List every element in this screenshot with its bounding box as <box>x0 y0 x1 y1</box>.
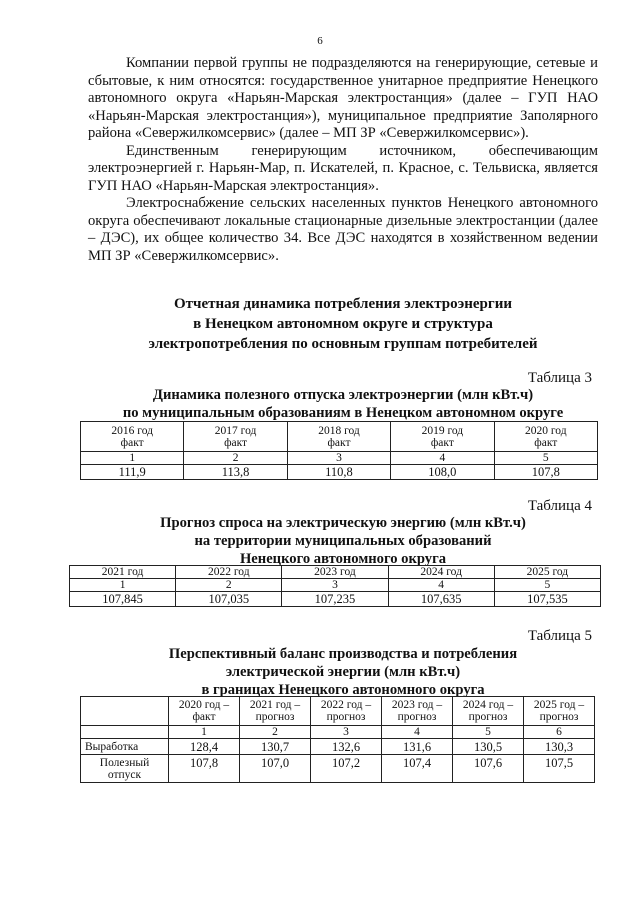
table3-label: Таблица 3 <box>527 370 592 386</box>
table3-header: 2018 год факт <box>287 422 390 452</box>
table5-col-number: 6 <box>524 726 595 739</box>
table3-value: 108,0 <box>391 465 494 480</box>
table4-value: 107,635 <box>388 592 494 607</box>
paragraph: Компании первой группы не подразделяются на генерирующие, сетевые и сбытовые, к ним относятся: государственное унитарное предприятие Ненецкого автономного округа «Нарьян-Марская электростанция» (далее – ГУП НАО «Нарьян-Марская электростанция»), муниципальное предприятие Заполярного района «Севержилкомсервис» (далее – МП ЗР «Севержилкомсервис»). <box>88 55 598 141</box>
table3-value: 113,8 <box>184 465 287 480</box>
table3-col-number: 3 <box>287 452 390 465</box>
table-row <box>81 755 595 783</box>
section-title-line: электропотребления по основным группам потребителей <box>148 336 538 352</box>
table3-header: 2019 год факт <box>391 422 494 452</box>
table5-col-number: 2 <box>240 726 311 739</box>
table5-title-line: электрической энергии (млн кВт.ч) <box>225 664 461 680</box>
table5-value: 107,8 <box>169 755 240 783</box>
table5-value: 130,3 <box>524 739 595 755</box>
table5-label: Таблица 5 <box>527 628 592 644</box>
table3-col-number: 1 <box>81 452 184 465</box>
table4-value: 107,035 <box>176 592 282 607</box>
table4-col-number: 2 <box>176 579 282 592</box>
table3-header: 2017 год факт <box>184 422 287 452</box>
page-number: 6 <box>317 35 323 47</box>
table3-col-number: 4 <box>391 452 494 465</box>
table5-header: 2021 год – прогноз <box>240 697 311 726</box>
table5-col-number: 3 <box>311 726 382 739</box>
table5-header: 2024 год – прогноз <box>453 697 524 726</box>
table5-row-label: Выработка <box>81 739 169 755</box>
table5-header: 2022 год – прогноз <box>311 697 382 726</box>
table5-value: 107,4 <box>382 755 453 783</box>
table3-title-line: Динамика полезного отпуска электроэнергии (млн кВт.ч) <box>152 387 534 403</box>
table5-col-number: 5 <box>453 726 524 739</box>
table5-value: 107,2 <box>311 755 382 783</box>
table4-title <box>88 514 598 568</box>
body-text <box>88 55 598 265</box>
table3 <box>80 421 598 480</box>
table3-col-number: 2 <box>184 452 287 465</box>
section-title-line: в Ненецком автономном округе и структура <box>193 316 493 332</box>
table5-value: 132,6 <box>311 739 382 755</box>
table5-title-line: Перспективный баланс производства и потребления <box>168 646 518 662</box>
table5-value: 107,5 <box>524 755 595 783</box>
table5-value: 130,5 <box>453 739 524 755</box>
table4-header: 2024 год <box>388 566 494 579</box>
table3-title-line: по муниципальным образованиям в Ненецком автономном округе <box>122 405 564 421</box>
table5-value: 131,6 <box>382 739 453 755</box>
table5-title <box>88 645 598 699</box>
table3-title <box>88 386 598 422</box>
section-title-line: Отчетная динамика потребления электроэнергии <box>174 296 512 312</box>
table5-header: 2020 год – факт <box>169 697 240 726</box>
table5-value: 130,7 <box>240 739 311 755</box>
table5-row-label: Полезный отпуск <box>81 755 169 783</box>
table5-value: 107,0 <box>240 755 311 783</box>
paragraph: Электроснабжение сельских населенных пунктов Ненецкого автономного округа обеспечивают локальные стационарные дизельные электростанции (далее – ДЭС), их общее количество 34. Все ДЭС находятся в хозяйственном ведении МП ЗР «Севержилкомсервис». <box>88 195 598 264</box>
table4-value: 107,535 <box>494 592 600 607</box>
table4-header: 2023 год <box>282 566 388 579</box>
table4-title-line: на территории муниципальных образований <box>194 533 492 549</box>
table3-value: 107,8 <box>494 465 597 480</box>
table5-header: 2025 год – прогноз <box>524 697 595 726</box>
table4-header: 2022 год <box>176 566 282 579</box>
table5-title-line: в границах Ненецкого автономного округа <box>201 682 485 698</box>
table4 <box>69 565 601 607</box>
table4-col-number: 1 <box>70 579 176 592</box>
table4-label: Таблица 4 <box>527 498 592 514</box>
table5-header: 2023 год – прогноз <box>382 697 453 726</box>
table3-col-number: 5 <box>494 452 597 465</box>
table5-value: 128,4 <box>169 739 240 755</box>
table5-corner-cell <box>81 697 169 726</box>
table5-value: 107,6 <box>453 755 524 783</box>
paragraph: Единственным генерирующим источником, обеспечивающим электроэнергией г. Нарьян-Мар, п. Искателей, п. Красное, с. Тельвиска, является ГУП НАО «Нарьян-Марская электростанция». <box>88 142 598 194</box>
table4-value: 107,235 <box>282 592 388 607</box>
table5-col-number: 4 <box>382 726 453 739</box>
table3-header: 2020 год факт <box>494 422 597 452</box>
table4-header: 2021 год <box>70 566 176 579</box>
table4-col-number: 3 <box>282 579 388 592</box>
table5-corner-cell <box>81 726 169 739</box>
table3-header: 2016 год факт <box>81 422 184 452</box>
table4-col-number: 5 <box>494 579 600 592</box>
table4-title-line: Ненецкого автономного округа <box>239 551 447 567</box>
table3-value: 111,9 <box>81 465 184 480</box>
section-title <box>88 294 598 354</box>
table4-value: 107,845 <box>70 592 176 607</box>
table-row <box>81 739 595 755</box>
table5 <box>80 696 595 783</box>
table3-value: 110,8 <box>287 465 390 480</box>
table4-title-line: Прогноз спроса на электрическую энергию (млн кВт.ч) <box>160 515 526 531</box>
table4-header: 2025 год <box>494 566 600 579</box>
table5-col-number: 1 <box>169 726 240 739</box>
table4-col-number: 4 <box>388 579 494 592</box>
